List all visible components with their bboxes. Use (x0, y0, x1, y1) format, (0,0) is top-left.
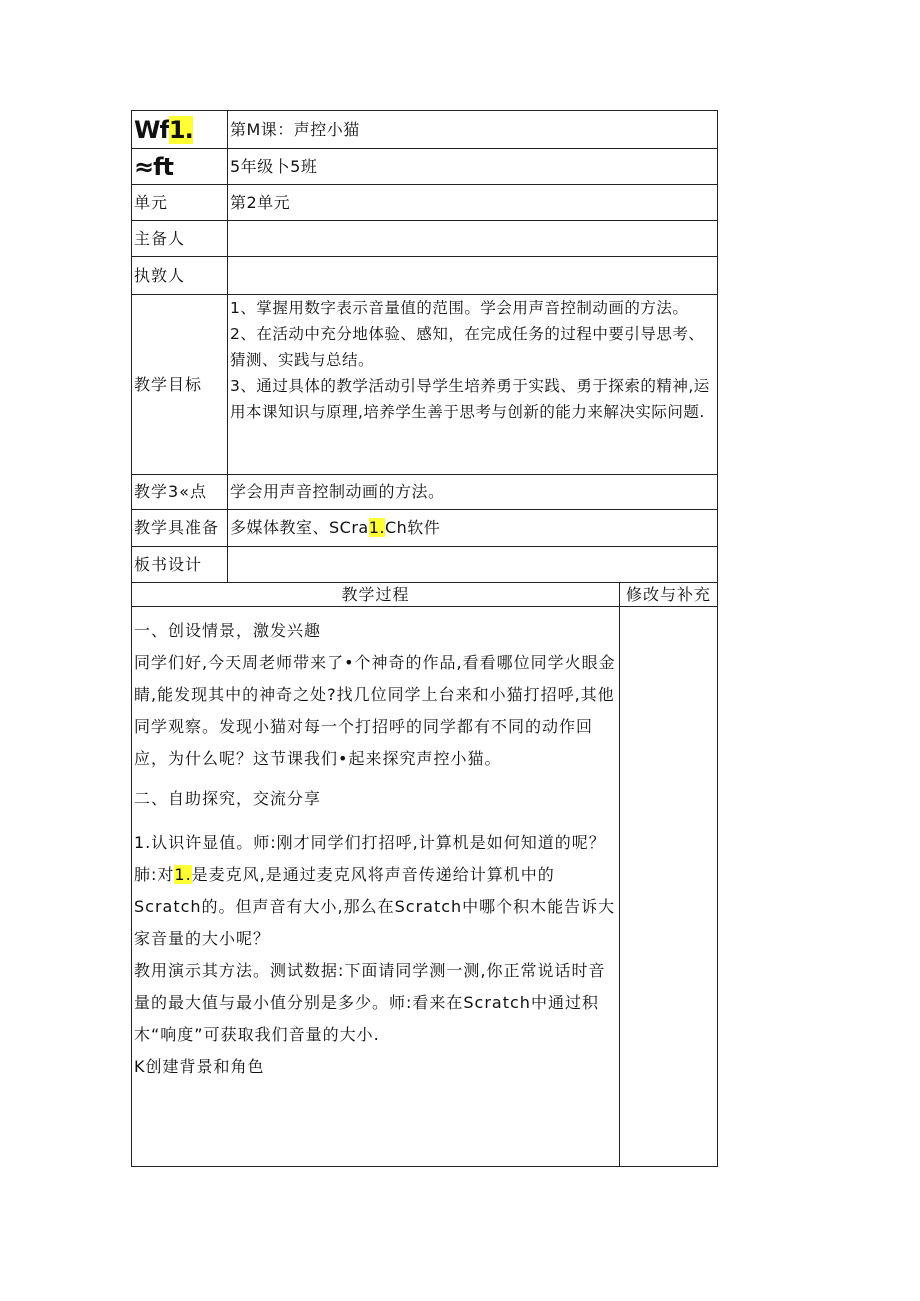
teaching-tools-text-post: Ch软件 (384, 518, 441, 537)
section-paragraph: 1.认识许显值。师:刚才同学们打招呼,计算机是如何知道的呢？ (134, 833, 606, 852)
row-process-header (132, 583, 718, 607)
class-label-text: ≈ft (134, 152, 174, 181)
row-board-design (132, 547, 718, 583)
teaching-goals-label: 教学目标 (132, 295, 228, 475)
teaching-process-header: 教学过程 (132, 583, 620, 607)
lead-preparer-label: 主备人 (132, 221, 228, 257)
class-value: 5年级卜5班 (228, 149, 718, 185)
lesson-plan-table (131, 110, 718, 1167)
row-key-points (132, 475, 718, 510)
key-points-label: 教学3«点 (132, 475, 228, 510)
section-paragraph: 同学们好,今天周老师带来了•个神奇的作品,看看哪位同学火眼金睛,能发现其中的神奇之处?找几位同学上台来和小猫打招呼,其他同学观察。发现小猫对每一个打招呼的同学都有不同的动作回应，为什么呢？这节课我们•起来探究声控小猫。 (134, 653, 616, 768)
teacher-label: 执敦人 (132, 257, 228, 295)
teaching-goals-value (228, 295, 718, 475)
goal-item: 2、在活动中充分地体验、感知，在完成任务的过程中要引导思考、猜测、实践与总结。 (230, 325, 705, 369)
paragraph-text-post: 是麦克风,是通过麦克风将声音传递给计算机中的Scratch的。但声音有大小,那么在Scratch中哪个积木能告诉大家音量的大小呢？ (134, 865, 616, 948)
teaching-tools-label: 教学具准备 (132, 510, 228, 547)
revision-content (620, 607, 718, 1167)
section-title: 一、创设情景，激发兴趣 (134, 621, 322, 640)
row-teaching-tools (132, 510, 718, 547)
row-process-body (132, 607, 718, 1167)
goal-item: 3、通过具体的教学活动引导学生培养勇于实践、勇于探索的精神,运用本课知识与原理,培养学生善于思考与创新的能力来解决实际问题. (230, 377, 710, 421)
revision-header: 修改与补充 (620, 583, 718, 607)
lesson-title-label (132, 111, 228, 149)
row-lesson-title (132, 111, 718, 149)
row-unit (132, 185, 718, 221)
board-design-value (228, 547, 718, 583)
lesson-title-label-highlight: 1. (168, 115, 193, 144)
row-teacher (132, 257, 718, 295)
unit-label: 单元 (132, 185, 228, 221)
paragraph-highlight: 1. (174, 865, 192, 884)
board-design-label: 板书设计 (132, 547, 228, 583)
row-class (132, 149, 718, 185)
lesson-title-value: 第M课：声控小猫 (228, 111, 718, 149)
section-paragraph (134, 859, 617, 955)
teaching-tools-highlight: 1. (368, 518, 385, 537)
teaching-tools-text-pre: 多媒体教室、SCra (230, 518, 369, 537)
teaching-tools-value (228, 510, 718, 547)
teaching-process-content (132, 607, 620, 1167)
paragraph-text-pre: 肺:对 (134, 865, 175, 884)
goal-item: 1、掌握用数字表示音量值的范围。学会用声音控制动画的方法。 (230, 299, 689, 317)
teacher-value (228, 257, 718, 295)
row-lead-preparer (132, 221, 718, 257)
section-paragraph: 教用演示其方法。测试数据:下面请同学测一测,你正常说话时音量的最大值与最小值分别是多少。师:看来在Scratch中通过积木“响度”可获取我们音量的大小. (134, 961, 606, 1044)
lead-preparer-value (228, 221, 718, 257)
lesson-title-label-text: Wf (134, 115, 169, 144)
key-points-value: 学会用声音控制动画的方法。 (228, 475, 718, 510)
class-label (132, 149, 228, 185)
section-paragraph: K创建背景和角色 (134, 1057, 265, 1076)
row-teaching-goals (132, 295, 718, 475)
unit-value: 第2单元 (228, 185, 718, 221)
section-title: 二、自助探究，交流分享 (134, 789, 322, 808)
